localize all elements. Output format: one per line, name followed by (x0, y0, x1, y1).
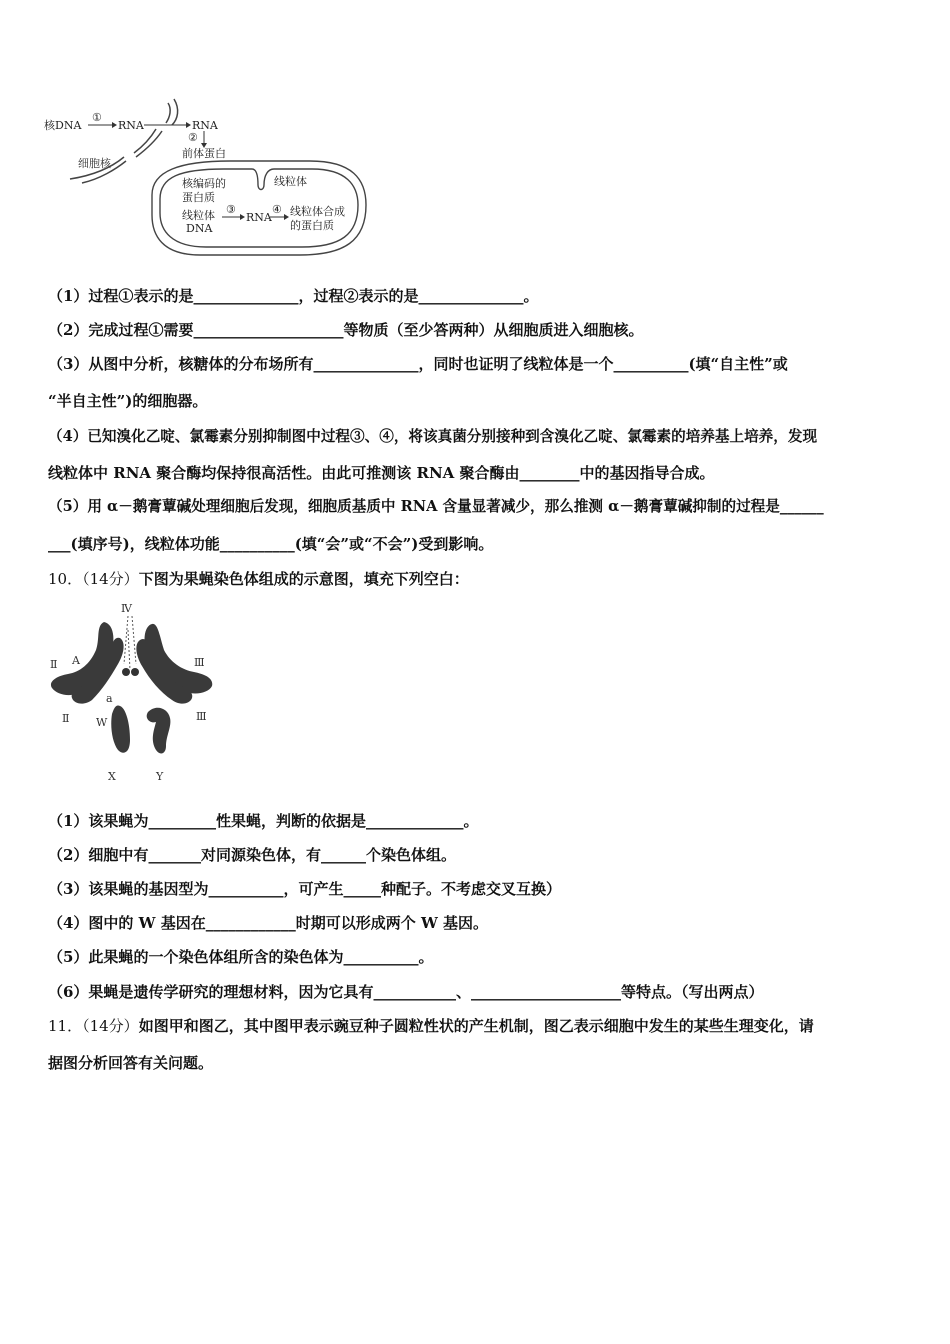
step4-label: ④ (272, 203, 282, 216)
chromosome-label-Y: Y (156, 770, 164, 783)
step3-label: ③ (226, 203, 236, 216)
chromosome-X (111, 705, 130, 752)
gene-label-W: W (96, 716, 108, 729)
mitochondrion-label: 线粒体 (274, 175, 307, 188)
gene-expression-diagram (40, 95, 370, 265)
gene-label-a: a (106, 692, 113, 705)
q10-part1: （1）该果蝇为_________性果蝇，判断的依据是_____________。 (48, 812, 479, 830)
chromosome-label-III-bottom: Ⅲ (196, 710, 207, 723)
mito-protein-label-1: 线粒体合成 (290, 205, 345, 218)
q9-part3-line2: “半自主性”)的细胞器。 (48, 392, 208, 410)
mito-dna-label-2: DNA (186, 222, 213, 235)
chromosome-label-II-bottom: Ⅱ (62, 712, 70, 725)
q9-part4-line2: 线粒体中 RNA 聚合酶均保持很高活性。由此可推测该 RNA 聚合酶由________中的基因指导合成。 (48, 464, 715, 482)
q9-part4-line1: （4）已知溴化乙啶、氯霉素分别抑制图中过程③、④，将该真菌分别接种到含溴化乙啶、氯霉素的培养基上培养，发现 (48, 428, 818, 445)
gene-label-A: A (72, 654, 80, 667)
mito-protein-label-2: 的蛋白质 (290, 219, 334, 232)
q10-part3: （3）该果蝇的基因型为__________，可产生_____种配子。不考虑交叉互换） (48, 880, 561, 898)
nuclear-envelope-segment (172, 99, 178, 125)
q10-part5: （5）此果蝇的一个染色体组所含的染色体为__________。 (48, 948, 434, 966)
mito-dna-label-1: 线粒体 (182, 209, 215, 222)
q10-number: 10． (48, 570, 83, 588)
chromosome-IV-dot (122, 668, 130, 676)
q9-part3-line1: （3）从图中分析，核糖体的分布场所有______________，同时也证明了线粒体是一个__________(填“自主性”或 (48, 355, 788, 373)
rna-label-3: RNA (246, 211, 272, 224)
nucleus-label: 细胞核 (78, 157, 111, 170)
nuclear-envelope-segment (136, 131, 162, 157)
q9-part2: （2）完成过程①需要____________________等物质（至少答两种）从细胞质进入细胞核。 (48, 321, 644, 339)
nuclear-dna-label: 核DNA (44, 119, 82, 132)
q9-part5-line1: （5）用 α－鹅膏蕈碱处理细胞后发现，细胞质基质中 RNA 含量显著减少，那么推测 α－鹅膏蕈碱抑制的过程是______ (48, 498, 824, 515)
chromosome-label-IV: Ⅳ (121, 602, 132, 615)
arrow-icon (112, 122, 117, 128)
chromosome-IV-dot (131, 668, 139, 676)
q9-part5-line2: ___(填序号)，线粒体功能__________(填“会”或“不会”)受到影响。 (48, 535, 494, 553)
q11-number: 11． (48, 1017, 83, 1035)
q10-part6: （6）果蝇是遗传学研究的理想材料，因为它具有___________、____________________等特点。（写出两点） (48, 983, 764, 1001)
nuclear-envelope-segment (166, 103, 170, 123)
q10-score: （14分） (82, 570, 139, 588)
rna-label-1: RNA (118, 119, 144, 132)
step1-label: ① (92, 111, 102, 124)
arrow-icon (240, 214, 245, 220)
chromosome-label-X: X (108, 770, 116, 783)
q11-header (48, 1016, 814, 1036)
q11-score: （14分） (82, 1017, 139, 1035)
q9-part1: （1）过程①表示的是______________，过程②表示的是______________。 (48, 287, 539, 305)
nuclear-encoded-protein-label-2: 蛋白质 (182, 191, 215, 204)
chromosome-label-II-top: Ⅱ (50, 658, 58, 671)
q10-stem: 下图为果蝇染色体组成的示意图，填充下列空白： (138, 570, 469, 588)
q10-part4: （4）图中的 W 基因在____________时期可以形成两个 W 基因。 (48, 914, 489, 932)
chromosome-label-III-top: Ⅲ (194, 656, 205, 669)
chromosome-Y (147, 708, 171, 754)
arrow-icon (284, 214, 289, 220)
q11-stem-line2: 据图分析回答有关问题。 (48, 1054, 214, 1072)
q10-part2: （2）细胞中有_______对同源染色体，有______个染色体组。 (48, 846, 456, 864)
q10-header (48, 569, 469, 589)
drosophila-chromosome-figure (44, 600, 224, 786)
step2-label: ② (188, 131, 198, 144)
arrow-icon (186, 122, 191, 128)
q11-stem-line1: 如图甲和图乙，其中图甲表示豌豆种子圆粒性状的产生机制，图乙表示细胞中发生的某些生理变化，请 (138, 1017, 814, 1035)
nuclear-encoded-protein-label-1: 核编码的 (182, 177, 226, 190)
rna-label-2: RNA (192, 119, 218, 132)
precursor-protein-label: 前体蛋白 (182, 147, 226, 160)
